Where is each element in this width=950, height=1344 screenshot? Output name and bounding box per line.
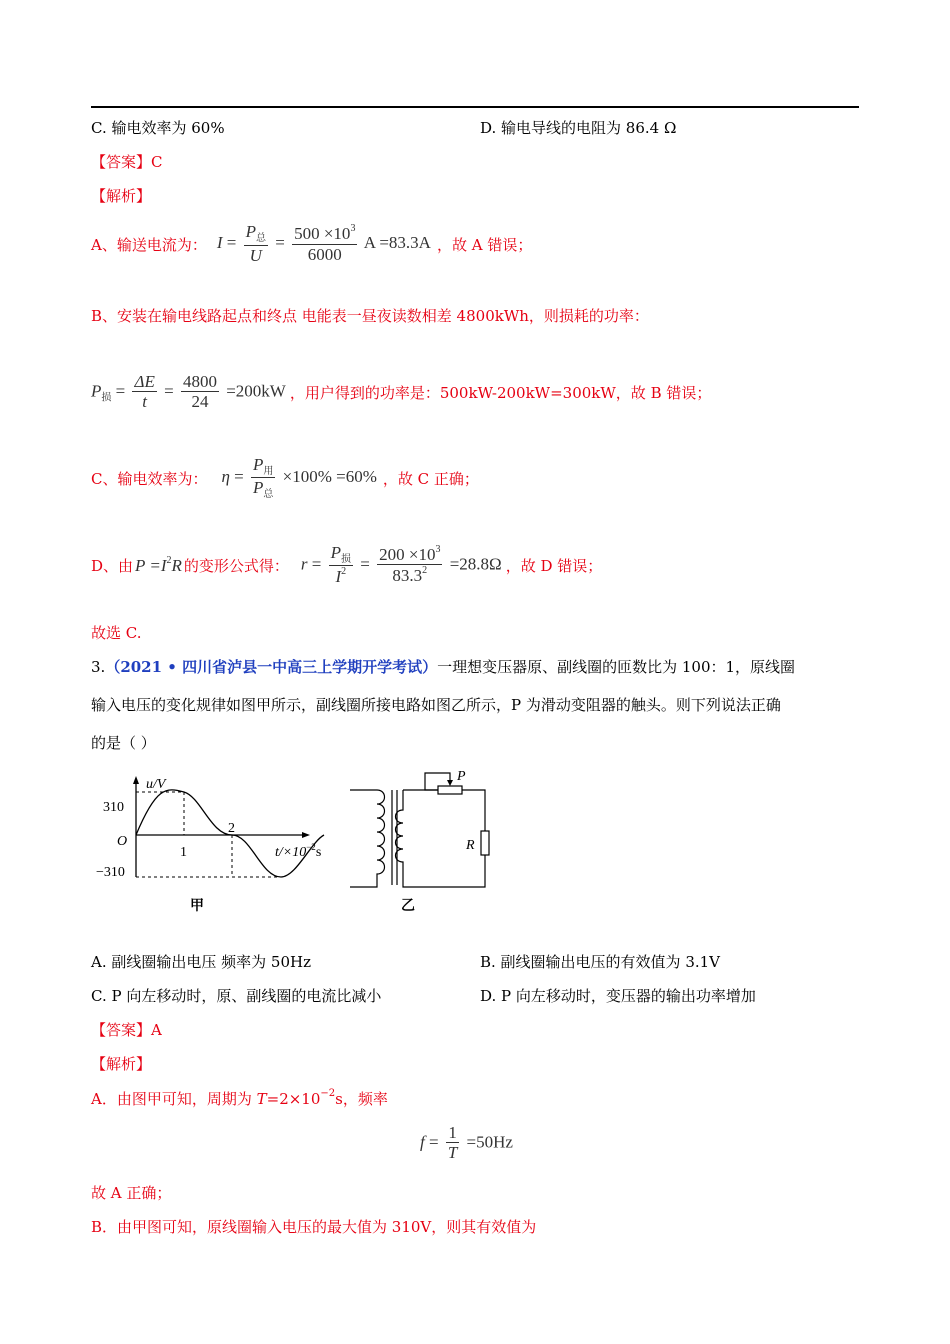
primary-coil <box>350 790 385 887</box>
q3-stem-line2: 输入电压的变化规律如图甲所示，副线圈所接电路如图乙所示，P 为滑动变阻器的触头。则下列说法正确 <box>91 696 781 714</box>
figure-voltage-graph <box>91 772 351 917</box>
analysis-b-line: B、安装在输电线路起点和终点 电能表一昼夜读数相差 4800kWh，则损耗的功率： <box>91 307 649 325</box>
q3-option-c: C. P 向左移动时，原、副线圈的电流比减小 <box>91 987 382 1005</box>
analysis-c-suffix: ，故 C 正确； <box>382 469 479 488</box>
analysis-b-suffix: ，用户得到的功率是：500kW-200kW=300kW，故 B 错误； <box>289 383 712 402</box>
q3-analysis-b-line: B．由甲图可知，原线圈输入电压的最大值为 310V，则其有效值为 <box>91 1218 537 1236</box>
q3-stem1: 一理想变压器原、副线圈的匝数比为 100：1，原线圈 <box>437 658 796 676</box>
prev-option-c: C. 输电效率为 60% <box>91 119 225 137</box>
analysis-d-mid: 的变形公式得： <box>183 556 289 575</box>
analysis-c-prefix: C、输电效率为： <box>91 469 208 488</box>
analysis-a-prefix: A、输送电流为： <box>91 235 207 254</box>
q3-stem-line1 <box>91 656 795 677</box>
analysis-d-formula: r = $\frac{P_损}{I^2}$ = $\frac{200 \times 10^3}{83.3^2}$ =28.8Ω <box>300 542 502 587</box>
prev-conclusion: 故选 C. <box>91 624 142 642</box>
caption-yi: 乙 <box>401 899 415 914</box>
origin-label: O <box>117 834 128 849</box>
q3-number: 3. <box>91 658 106 676</box>
q3-source: （2021 • 四川省泸县一中高三上学期开学考试） <box>105 658 438 676</box>
caption-jia: 甲 <box>190 899 204 914</box>
y-max-label: 310 <box>103 800 124 815</box>
prev-answer: 【答案】C <box>91 153 163 171</box>
tick-2-label: 2 <box>228 821 235 836</box>
q3-a-conclusion: 故 A 正确； <box>91 1184 172 1202</box>
q3-frequency-formula: f = $\frac{1}{T}$ =50Hz <box>420 1122 513 1163</box>
rheostat <box>438 786 462 794</box>
analysis-c-line <box>91 450 479 506</box>
analysis-d-suffix: ，故 D 错误； <box>505 556 603 575</box>
slider-arrow <box>447 780 453 786</box>
resistor <box>481 831 489 855</box>
analysis-a-line <box>91 218 532 270</box>
analysis-b-formula-line <box>91 366 711 418</box>
analysis-d-formula-inline: $P =I^2R$ <box>135 554 182 575</box>
analysis-a-suffix: ，故 A 错误； <box>436 235 533 254</box>
q3-option-d: D. P 向左移动时，变压器的输出功率增加 <box>480 987 756 1005</box>
analysis-b-formula: $P_损$ = $\frac{\Delta E}{t}$ = $\frac{4800}{24}$ =200kW <box>91 371 286 412</box>
x-axis-arrow <box>302 832 310 838</box>
analysis-d-prefix: D、由 <box>91 556 134 575</box>
tick-1-label: 1 <box>180 845 187 860</box>
resistor-label: R <box>466 838 475 853</box>
q3-option-b: B. 副线圈输出电压的有效值为 3.1V <box>480 953 721 971</box>
top-rule <box>91 106 859 108</box>
prev-option-d: D. 输电导线的电阻为 86.4 Ω <box>480 119 677 137</box>
analysis-a-formula: I = $\frac{P_总}{U}$ = $\frac{500 \times 10^3}{6000}$ A =83.3A <box>216 222 431 265</box>
y-axis-label: u/V <box>146 777 166 792</box>
y-axis-arrow <box>133 776 139 784</box>
q3-answer: 【答案】A <box>91 1021 162 1039</box>
y-min-label: −310 <box>96 865 125 880</box>
q3-analysis-a-line: A．由图甲可知，周期为 $T=2\times 10^{-2}s$，频率 <box>91 1088 388 1108</box>
figure-transformer-circuit <box>345 765 505 917</box>
x-axis-label: $t/\times 10^{-2}s$ <box>275 842 322 860</box>
q3-option-a: A. 副线圈输出电压 频率为 50Hz <box>91 953 311 971</box>
prev-analysis-label: 【解析】 <box>91 187 152 205</box>
q3-stem-line3: 的是（ ） <box>91 734 156 752</box>
slider-label: P <box>457 769 466 784</box>
q3-analysis-label: 【解析】 <box>91 1055 152 1073</box>
analysis-c-formula: η = $\frac{P_用}{P_总}$ ×100% =60% <box>221 454 377 501</box>
analysis-d-line <box>91 536 602 594</box>
